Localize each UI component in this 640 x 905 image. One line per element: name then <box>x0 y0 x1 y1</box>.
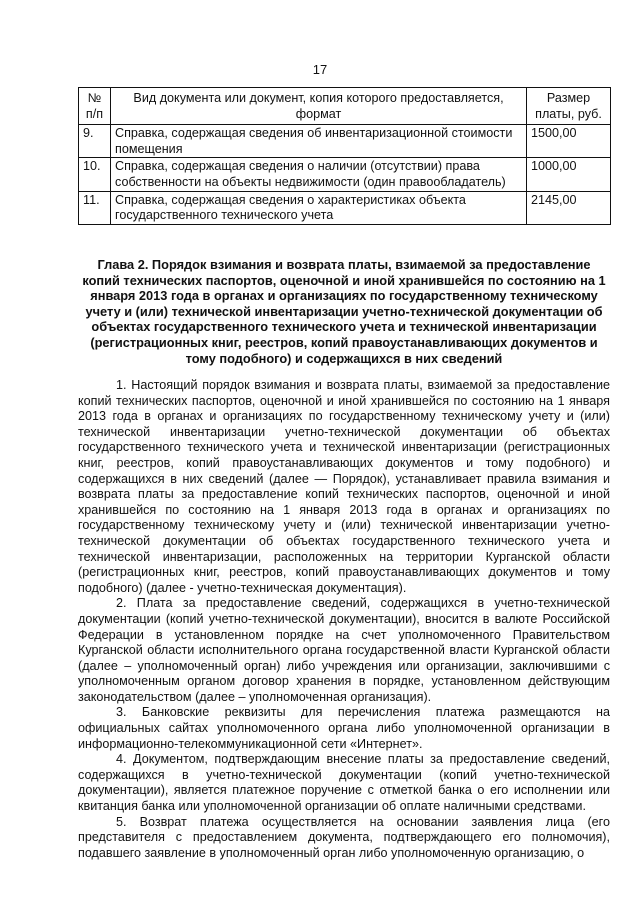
paragraph-1: 1. Настоящий порядок взимания и возврата платы, взимаемой за предоставление копий технических паспортов, оценочной и иной хранившейся по состоянию на 1 января 2013 года в органах и организациях по государственному техническому учету и (или) технической инвентаризации учетно-технической документации об объектах государственного технического учета и технической инвентаризации (регистрационных книг, реестров, копий правоустанавливающих документов и тому подобного) и содержащихся в них сведений (далее — Порядок), устанавливает правила взимания и возврата платы за предоставление копий технических паспортов, оценочной и иной хранившейся по состоянию на 1 января 2013 года в органах и организациях по государственному техническому учету и (или) технической инвентаризации учетно-технической документации об объектах государственного технического учета и технической инвентаризации, расположенных на территории Курганской области (регистрационных книг, реестров, копий правоустанавливающих документов и тому подобного) (далее - учетно-техническая документация). <box>78 378 610 595</box>
table-header-row <box>79 88 611 125</box>
header-fee: Размер платы, руб. <box>527 88 611 125</box>
paragraph-2: 2. Плата за предоставление сведений, содержащихся в учетно-технической документации (копий учетно-технической документации), вносится в валюте Российской Федерации в установленном порядке на счет уполномоченного Правительством Курганской области исполнительного органа государственной власти Курганской области (далее – уполномоченный орган) либо учреждения или организации, заключившими с уполномоченным органом договор хранения в порядке, установленном действующим законодательством (далее – уполномоченная организация). <box>78 596 610 704</box>
row-document: Справка, содержащая сведения о характеристиках объекта государственного технического учета <box>111 191 527 224</box>
row-fee: 1000,00 <box>527 158 611 191</box>
row-num: 9. <box>79 125 111 158</box>
body-text <box>78 378 610 861</box>
paragraph-4: 4. Документом, подтверждающим внесение платы за предоставление сведений, содержащихся в учетно-технической документации (копий учетно-технической документации), является платежное поручение с отметкой банка о его исполнении или квитанция банка или уполномоченной организации об оплате наличными средствами. <box>78 752 610 814</box>
table-row <box>79 125 611 158</box>
row-fee: 2145,00 <box>527 191 611 224</box>
row-num: 11. <box>79 191 111 224</box>
header-document: Вид документа или документ, копия которого предоставляется, формат <box>111 88 527 125</box>
page-number: 17 <box>312 62 328 77</box>
fee-table <box>78 87 611 225</box>
header-num: № п/п <box>79 88 111 125</box>
table-row <box>79 158 611 191</box>
chapter-heading: Глава 2. Порядок взимания и возврата платы, взимаемой за предоставление копий технических паспортов, оценочной и иной хранившейся по состоянию на 1 января 2013 года в органах и организациях по государственному техническому учету и (или) технической инвентаризации учетно-технической документации об объектах государственного технического учета и технической инвентаризации (регистрационных книг, реестров, копий правоустанавливающих документов и тому подобного) и содержащихся в них сведений <box>82 257 606 366</box>
row-document: Справка, содержащая сведения об инвентаризационной стоимости помещения <box>111 125 527 158</box>
paragraph-3: 3. Банковские реквизиты для перечисления платежа размещаются на официальных сайтах уполномоченного органа либо уполномоченной организации в информационно-телекоммуникационной сети «Интернет». <box>78 705 610 751</box>
row-fee: 1500,00 <box>527 125 611 158</box>
row-document: Справка, содержащая сведения о наличии (отсутствии) права собственности на объекты недвижимости (один правообладатель) <box>111 158 527 191</box>
row-num: 10. <box>79 158 111 191</box>
table-row <box>79 191 611 224</box>
paragraph-5: 5. Возврат платежа осуществляется на основании заявления лица (его представителя с предоставлением документа, подтверждающего его полномочия), подавшего заявление в уполномоченный орган либо уполномоченную организацию, о <box>78 814 610 860</box>
